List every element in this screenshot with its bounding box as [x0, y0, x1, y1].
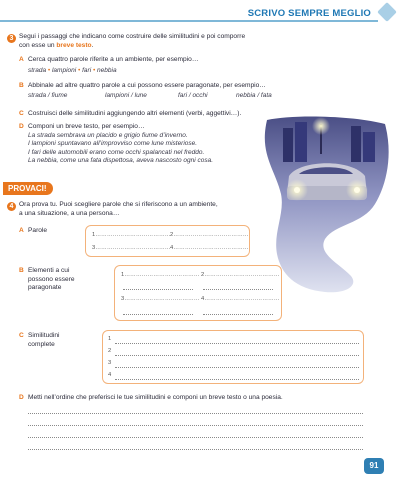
- step-c-letter: C: [19, 110, 24, 117]
- comparison-slot-3[interactable]: 3…………………………………: [121, 296, 200, 302]
- task-d-letter: D: [19, 394, 24, 401]
- simile-line-3[interactable]: [115, 366, 359, 368]
- step-a-words: strada • lampioni • fari • nebbia: [28, 67, 117, 74]
- task-b-label: Elementi a cui possono essere paragonate: [28, 267, 75, 292]
- header-rule: [0, 20, 378, 22]
- comparison-extra-line[interactable]: [203, 313, 273, 315]
- pair-3: fari / occhi: [178, 92, 208, 99]
- exercise-4-line-1: Ora prova tu. Puoi scegliere parole che si riferiscono a un ambiente,: [19, 201, 218, 208]
- example-line: La nebbia, come una fata dispettosa, aveva nascosto ogni cosa.: [28, 157, 214, 165]
- exercise-4-instructions: [19, 201, 279, 218]
- task-c-letter: C: [19, 332, 24, 339]
- exercise-3-number: 3: [7, 34, 16, 43]
- poem-line[interactable]: [28, 412, 363, 414]
- bullet-icon: •: [92, 67, 96, 74]
- pair-1: strada / fiume: [28, 92, 68, 99]
- task-c-label: Similitudini complete: [28, 332, 60, 348]
- task-d-text: Metti nell’ordine che preferisci le tue similitudini e componi un breve testo o una poesia.: [28, 394, 283, 401]
- provaci-banner: PROVACI!: [3, 182, 53, 195]
- simile-slot-1[interactable]: 1: [108, 336, 112, 342]
- simile-line-2[interactable]: [115, 354, 359, 356]
- poem-line[interactable]: [28, 448, 363, 450]
- breve-testo-highlight: breve testo: [56, 41, 92, 49]
- header-diamond-icon: [377, 2, 397, 22]
- simile-slot-3[interactable]: 3: [108, 360, 112, 366]
- word-slot-1[interactable]: 1…………………………………: [92, 232, 171, 238]
- exercise-4-number: 4: [7, 202, 16, 211]
- step-d-letter: D: [19, 123, 24, 130]
- example-line: La strada sembrava un placido e grigio fiume d’inverno.: [28, 132, 188, 139]
- task-a-label: Parole: [28, 227, 48, 234]
- poem-line[interactable]: [28, 436, 363, 438]
- comparison-slot-4[interactable]: 4…………………………………: [201, 296, 280, 302]
- exercise-3-line-2: con esse un breve testo.: [19, 41, 94, 49]
- similes-box: [102, 330, 364, 384]
- word-slot-4[interactable]: 4…………………………………: [170, 245, 249, 251]
- comparison-slot-1[interactable]: 1…………………………………: [121, 272, 200, 278]
- comparison-extra-line[interactable]: [203, 288, 273, 290]
- page-number-badge: 91: [364, 458, 384, 474]
- example-line: I fari delle automobili erano come occhi spalancati nel freddo.: [28, 148, 205, 156]
- simile-slot-2[interactable]: 2: [108, 348, 112, 354]
- pair-4: nebbia / fata: [236, 92, 272, 99]
- comparison-extra-line[interactable]: [123, 313, 193, 315]
- step-a-text: Cerca quattro parole riferite a un ambiente, per esempio…: [28, 56, 199, 63]
- task-b-letter: B: [19, 267, 24, 274]
- step-b-letter: B: [19, 82, 24, 89]
- comparisons-box: [114, 265, 282, 321]
- task-a-letter: A: [19, 227, 24, 234]
- exercise-4-line-2: a una situazione, a una persona…: [19, 209, 120, 217]
- simile-slot-4[interactable]: 4: [108, 372, 112, 378]
- exercise-3-instructions: [19, 33, 389, 50]
- example-text: [28, 132, 288, 166]
- simile-line-4[interactable]: [115, 378, 359, 380]
- simile-line-1[interactable]: [115, 342, 359, 344]
- comparison-extra-line[interactable]: [123, 288, 193, 290]
- pair-2: lampioni / lune: [105, 92, 147, 99]
- bullet-icon: •: [47, 67, 51, 74]
- word-slot-3[interactable]: 3…………………………………: [92, 245, 171, 251]
- word-slot-2[interactable]: 2…………………………………: [170, 232, 249, 238]
- example-line: I lampioni spuntavano all’improvviso come lune misteriose.: [28, 140, 198, 148]
- words-box: [85, 225, 250, 257]
- step-b-text: Abbinale ad altre quattro parole a cui possono essere paragonate, per esempio…: [28, 82, 266, 89]
- section-title: SCRIVO SEMPRE MEGLIO: [247, 8, 371, 19]
- step-a-letter: A: [19, 56, 24, 63]
- poem-line[interactable]: [28, 424, 363, 426]
- step-d-text: Componi un breve testo, per esempio…: [28, 123, 145, 130]
- exercise-3-line-1: Segui i passaggi che indicano come costruire delle similitudini e poi comporre: [19, 33, 246, 40]
- step-c-text: Costruisci delle similitudini aggiungendo altri elementi (verbi, aggettivi…).: [28, 110, 242, 117]
- comparison-slot-2[interactable]: 2…………………………………: [201, 272, 280, 278]
- bullet-icon: •: [78, 67, 81, 74]
